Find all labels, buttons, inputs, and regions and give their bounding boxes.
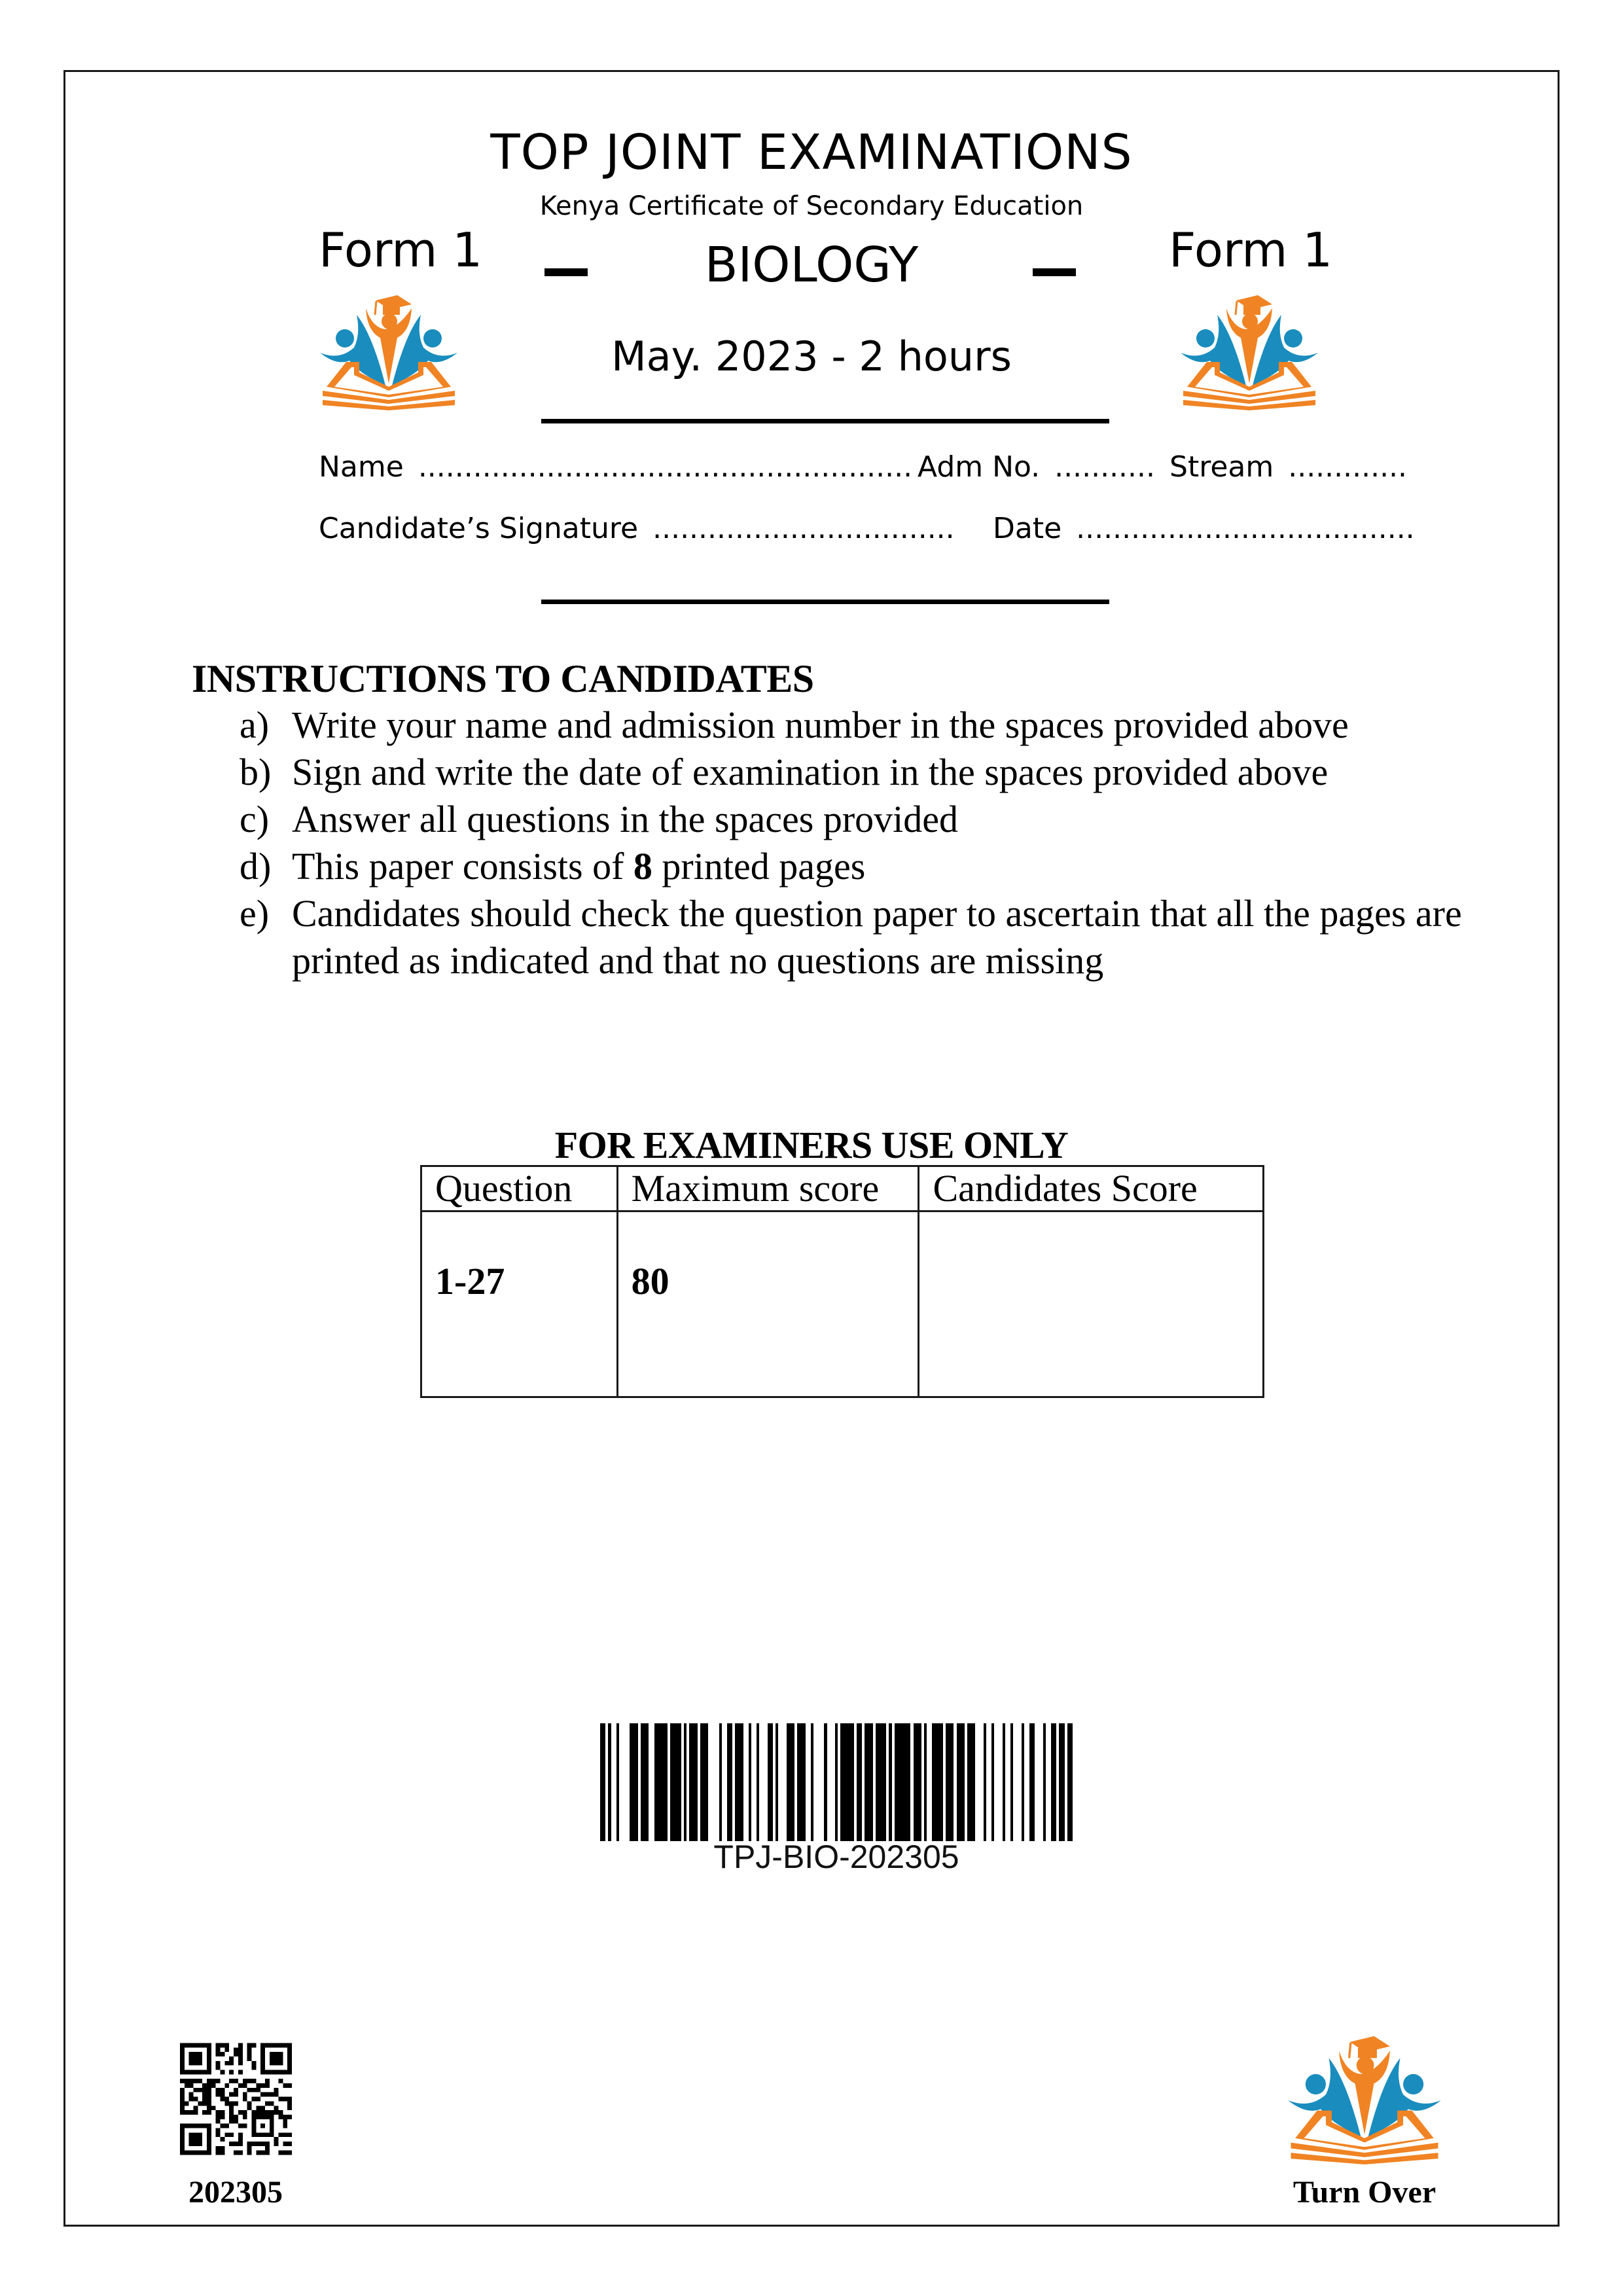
barcode-space — [1013, 1723, 1021, 1841]
table-header-row — [421, 1166, 1264, 1211]
barcode-space — [986, 1723, 991, 1841]
instruction-text: Write your name and admission number in the spaces provided above — [292, 704, 1349, 746]
name-field-row — [319, 450, 912, 484]
instruction-marker: c) — [240, 798, 270, 840]
barcode-space — [813, 1723, 825, 1841]
instruction-text: This paper consists of — [292, 845, 633, 888]
barcode-bar — [670, 1723, 681, 1841]
subject-title: BIOLOGY — [704, 237, 919, 293]
barcode-space — [619, 1723, 630, 1841]
signature-field[interactable]: ................................. — [652, 512, 955, 545]
column-header-maximum-score: Maximum score — [617, 1166, 919, 1211]
stream-field[interactable]: ............. — [1288, 450, 1408, 484]
instruction-text: Sign and write the date of examination in the spaces provided above — [292, 751, 1329, 793]
barcode-bar — [857, 1723, 862, 1841]
barcode-bar — [768, 1723, 773, 1841]
barcode-bar — [967, 1723, 975, 1841]
instruction-text: printed pages — [652, 845, 866, 888]
maximum-score-cell: 80 — [617, 1211, 919, 1397]
name-field[interactable]: ...................................................... — [418, 450, 913, 484]
instruction-item — [240, 749, 1462, 796]
barcode-bar — [1051, 1723, 1056, 1841]
form-label-left: Form 1 — [319, 223, 483, 278]
organization-title: TOP JOINT EXAMINATIONS — [490, 124, 1133, 181]
barcode-space — [994, 1723, 1002, 1841]
barcode-bar — [914, 1723, 921, 1841]
examiners-heading: FOR EXAMINERS USE ONLY — [554, 1124, 1069, 1166]
barcode-bar — [797, 1723, 805, 1841]
instruction-text: Answer all questions in the spaces provided — [292, 798, 959, 840]
barcode-bar — [727, 1723, 732, 1841]
barcode-bar — [865, 1723, 872, 1841]
signature-label: Candidate’s Signature — [319, 512, 639, 545]
instructions-heading: INSTRUCTIONS TO CANDIDATES — [192, 657, 814, 700]
barcode-bar — [630, 1723, 637, 1841]
barcode-space — [1046, 1723, 1051, 1841]
barcode-space — [708, 1723, 719, 1841]
divider-top — [541, 419, 1109, 423]
qr-code-icon — [180, 2041, 292, 2157]
column-header-question: Question — [421, 1166, 618, 1211]
exam-session: May. 2023 - 2 hours — [611, 332, 1012, 380]
date-field-row — [993, 512, 1415, 545]
instruction-marker: a) — [240, 704, 270, 746]
instruction-text-continued: printed as indicated and that no questions are missing — [292, 939, 1104, 982]
barcode — [600, 1723, 1073, 1841]
adm-stream-row — [918, 450, 1407, 484]
barcode-space — [1035, 1723, 1043, 1841]
barcode-bar — [1059, 1723, 1064, 1841]
barcode-space — [806, 1723, 811, 1841]
instruction-text: Candidates should check the question paper to ascertain that all the pages are — [292, 892, 1462, 935]
barcode-bar — [600, 1723, 605, 1841]
barcode-bar — [840, 1723, 854, 1841]
barcode-bar — [946, 1723, 954, 1841]
barcode-space — [649, 1723, 654, 1841]
graduate-book-logo-icon — [1287, 2036, 1442, 2164]
candidates-score-cell[interactable] — [919, 1211, 1264, 1397]
barcode-bar — [957, 1723, 965, 1841]
divider-bottom — [541, 600, 1109, 604]
barcode-bar — [876, 1723, 887, 1841]
page-count: 8 — [633, 845, 652, 888]
dash-right — [1033, 268, 1076, 276]
instruction-item — [240, 890, 1462, 984]
barcode-bar — [735, 1723, 743, 1841]
instruction-item — [240, 702, 1462, 749]
barcode-bar — [787, 1723, 794, 1841]
form-label-right: Form 1 — [1169, 223, 1333, 278]
barcode-bar — [895, 1723, 911, 1841]
adm-label: Adm No. — [918, 450, 1041, 484]
instruction-item — [240, 843, 1462, 890]
barcode-bar — [689, 1723, 697, 1841]
stream-label: Stream — [1169, 450, 1274, 484]
name-label: Name — [319, 450, 404, 484]
instruction-marker: b) — [240, 751, 272, 793]
barcode-bar — [1029, 1723, 1035, 1841]
barcode-bar — [700, 1723, 708, 1841]
qr-code-number: 202305 — [188, 2175, 283, 2210]
instruction-marker: d) — [240, 845, 272, 888]
question-range-cell: 1-27 — [421, 1211, 618, 1397]
barcode-space — [975, 1723, 983, 1841]
date-label: Date — [993, 512, 1062, 545]
barcode-space — [927, 1723, 932, 1841]
column-header-candidates-score: Candidates Score — [919, 1166, 1264, 1211]
instructions-list — [240, 702, 1462, 984]
barcode-text: TPJ-BIO-202305 — [713, 1839, 959, 1875]
barcode-space — [1024, 1723, 1029, 1841]
turn-over-label: Turn Over — [1293, 2175, 1436, 2210]
instruction-item — [240, 796, 1462, 843]
instruction-marker: e) — [240, 892, 270, 935]
barcode-space — [751, 1723, 757, 1841]
table-row — [421, 1211, 1264, 1397]
barcode-bar — [1067, 1723, 1073, 1841]
barcode-space — [611, 1723, 616, 1841]
barcode-space — [1005, 1723, 1010, 1841]
certificate-subtitle: Kenya Certificate of Secondary Education — [539, 191, 1084, 221]
barcode-bar — [932, 1723, 943, 1841]
date-field[interactable]: ..................................... — [1076, 512, 1415, 545]
barcode-space — [778, 1723, 786, 1841]
barcode-space — [722, 1723, 727, 1841]
adm-field[interactable]: ........... — [1054, 450, 1156, 484]
barcode-space — [743, 1723, 749, 1841]
signature-field-row — [319, 512, 955, 545]
examiners-score-table — [420, 1165, 1264, 1398]
barcode-bar — [641, 1723, 649, 1841]
barcode-space — [759, 1723, 767, 1841]
barcode-space — [827, 1723, 835, 1841]
barcode-bar — [654, 1723, 668, 1841]
